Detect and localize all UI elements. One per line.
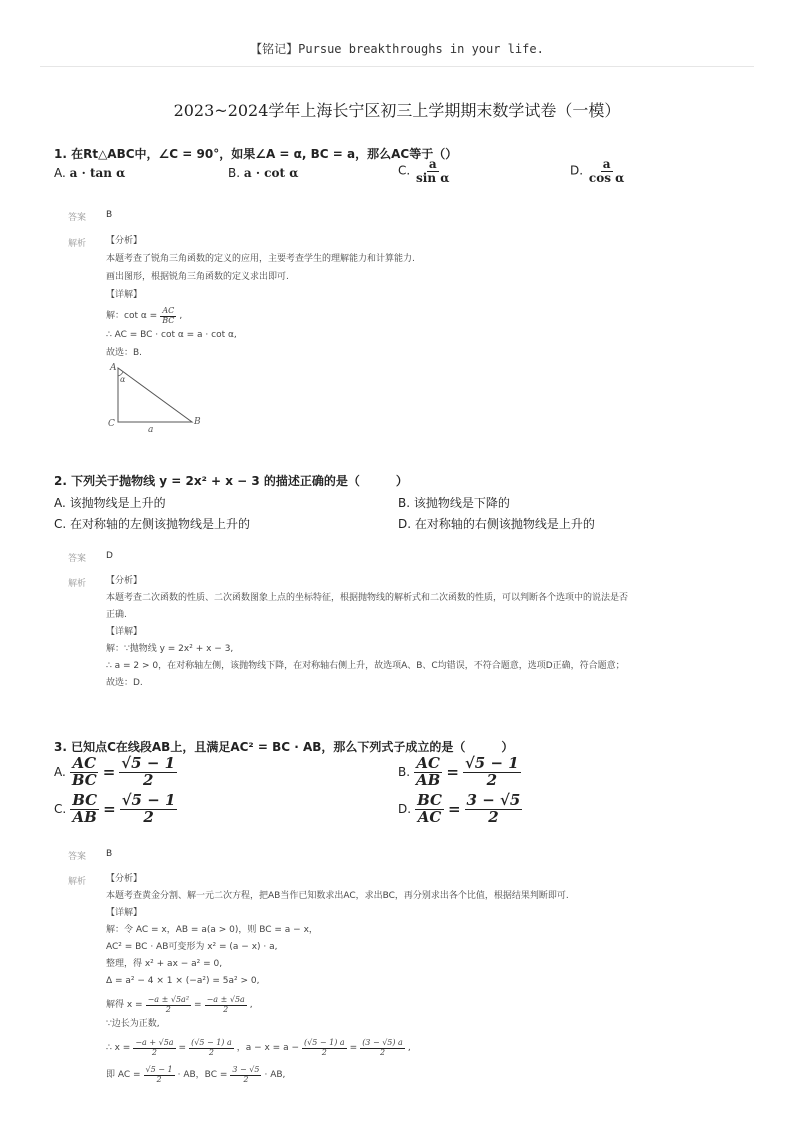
q3-l8-mid: ，a − x = a − <box>236 1043 300 1053</box>
q2-option-d: D. 在对称轴的右侧该抛物线是上升的 <box>398 517 595 531</box>
q1-option-a-expr: a · tan α <box>69 166 126 180</box>
q1-option-b <box>228 166 298 180</box>
q3-c-right-num: √5 − 1 <box>121 791 176 809</box>
q1-option-b-expr: a · cot α <box>243 166 299 180</box>
q1-option-a <box>54 166 125 180</box>
q2-analysis-l1: 本题考查二次函数的性质、二次函数图象上点的坐标特征，根据抛物线的解析式和二次函数的性质，可以判断各个选项中的说法是否 <box>106 593 629 603</box>
q3-option-b-label: B. <box>398 765 411 780</box>
q1-answer: B <box>106 210 113 220</box>
q3-option-d-label: D. <box>398 802 412 817</box>
q2-analysis <box>106 575 628 694</box>
q1-option-c-num: a <box>428 157 437 171</box>
q3-a-left-den: BC <box>71 770 97 789</box>
q3-l8-n3: (√5 − 1) a <box>304 1038 345 1048</box>
q3-b-right <box>463 756 521 789</box>
q3-l6-n1: −a ± √5a² <box>147 995 190 1005</box>
q3-d-right-den: 2 <box>488 807 499 826</box>
vertex-a-label: A <box>110 363 117 373</box>
q1-l3-den: BC <box>162 315 175 325</box>
q3-l8-n1: −a + √5a <box>135 1038 174 1048</box>
q3-analysis-l3: AC² = BC · AB可变形为 x² = (a − x) · a, <box>106 942 278 952</box>
q3-a-eq: = <box>102 763 116 782</box>
q1-option-d-num: a <box>602 157 611 171</box>
q3-a-left-num: AC <box>72 754 97 772</box>
q3-l6-frac1 <box>146 996 191 1014</box>
q1-triangle-figure <box>100 362 210 434</box>
angle-alpha-label: α <box>120 375 126 384</box>
q3-l8-eq2: = <box>349 1043 358 1053</box>
q3-l6-d2: 2 <box>223 1004 229 1014</box>
q3-c-right-den: 2 <box>143 807 154 826</box>
q2-analysis-l5: 故选：D. <box>106 678 143 688</box>
q2-option-c: C. 在对称轴的左侧该抛物线是上升的 <box>54 517 251 531</box>
q3-d-left <box>415 793 444 826</box>
q3-l8-frac2 <box>189 1039 234 1057</box>
q2-analysis-label: 解析 <box>68 579 87 589</box>
q3-l8-n4: (3 − √5) a <box>362 1038 403 1048</box>
q2-option-a: A. 该抛物线是上升的 <box>54 496 166 510</box>
q2-option-b: B. 该抛物线是下降的 <box>398 496 510 510</box>
q3-answer-label: 答案 <box>68 852 87 862</box>
q3-a-right-den: 2 <box>142 770 154 789</box>
vertex-c-label: C <box>108 419 115 429</box>
q1-answer-label: 答案 <box>68 213 87 223</box>
q3-option-d <box>398 793 522 826</box>
q1-analysis-l4: ∴ AC = BC · cot α = a · cot α, <box>106 330 237 340</box>
q1-option-d-den: cos α <box>588 170 625 185</box>
q3-analysis-l1: 本题考查黄金分割、解一元二次方程，把AB当作已知数求出AC，求出BC，再分别求出各个比值，根据结果判断即可. <box>106 891 569 901</box>
q3-l8-pre: ∴ x = <box>106 1043 131 1053</box>
q1-option-c-den: sin α <box>416 170 450 185</box>
vertex-b-label: B <box>194 417 201 427</box>
q1-analysis-l5: 故选：B. <box>106 348 143 358</box>
q1-l3-pre: 解：cot α = <box>106 311 158 321</box>
q1-analysis <box>106 235 415 365</box>
q3-c-left-den: AB <box>72 807 97 826</box>
q3-b-right-den: 2 <box>486 770 498 789</box>
page-header: 【铭记】Pursue breakthroughs in your life. <box>250 42 544 56</box>
q2-analysis-l2: 正确. <box>106 610 127 620</box>
q3-analysis-l6 <box>106 992 569 1018</box>
q3-l9-d2: 2 <box>243 1074 249 1084</box>
q3-stem: 3. 已知点C在线段AB上，且满足AC² = BC · AB，那么下列式子成立的是（ ） <box>54 740 514 754</box>
q3-l8-post: , <box>407 1043 411 1053</box>
q3-analysis-l8 <box>106 1034 569 1062</box>
q3-analysis-label: 解析 <box>68 877 87 887</box>
q3-c-left <box>70 793 99 826</box>
q1-stem: 1. 在Rt△ABC中，∠C = 90°，如果∠A = α, BC = a，那么AC等于（） <box>54 147 458 161</box>
q3-b-left-num: AC <box>416 754 440 772</box>
q3-l6-post: , <box>249 1000 253 1010</box>
q3-d-left-den: AC <box>417 807 442 826</box>
q3-l9-frac2 <box>230 1066 261 1084</box>
q3-a-left <box>70 756 99 789</box>
side-a-label: a <box>148 425 154 434</box>
q3-d-right-num: 3 − √5 <box>466 791 521 809</box>
q3-l8-frac3 <box>302 1039 347 1057</box>
triangle-shape <box>118 368 192 422</box>
q1-analysis-l3 <box>106 303 415 329</box>
q3-analysis-l7: ∵边长为正数, <box>106 1019 160 1029</box>
q3-l9-mid: · AB，BC = <box>177 1070 228 1080</box>
q3-l9-n2: 3 − √5 <box>232 1065 260 1075</box>
q3-l9-frac1 <box>144 1066 175 1084</box>
q3-option-a-label: A. <box>54 765 66 780</box>
q3-l8-frac4 <box>360 1039 405 1057</box>
q3-l8-d1: 2 <box>151 1047 157 1057</box>
q3-a-right-num: √5 − 1 <box>121 754 176 772</box>
q1-analysis-l2: 画出图形，根据锐角三角函数的定义求出即可. <box>106 272 289 282</box>
q3-l9-n1: √5 − 1 <box>145 1065 173 1075</box>
q3-l6-d1: 2 <box>165 1004 171 1014</box>
q3-b-right-num: √5 − 1 <box>464 754 519 772</box>
q3-l8-eq: = <box>178 1043 187 1053</box>
q1-l3-num: AC <box>162 306 175 316</box>
q3-l8-n2: (√5 − 1) a <box>191 1038 232 1048</box>
header-divider <box>40 66 754 67</box>
q3-option-c-label: C. <box>54 802 67 817</box>
q3-answer: B <box>106 849 113 859</box>
q1-option-d <box>570 158 626 184</box>
q3-c-right <box>120 793 178 826</box>
q3-analysis <box>106 873 569 1088</box>
q3-option-c <box>54 793 177 826</box>
q1-option-b-label: B. <box>228 166 241 180</box>
q3-analysis-l5: Δ = a² − 4 × 1 × (−a²) = 5a² > 0, <box>106 976 260 986</box>
q3-b-left <box>414 756 442 789</box>
q2-analysis-l4: ∴ a = 2 > 0，在对称轴左侧，该抛物线下降，在对称轴右侧上升，故选项A、B、C均错误，不符合题意，选项D正确，符合题意； <box>106 661 625 671</box>
q3-d-eq: = <box>447 800 461 819</box>
q1-option-a-label: A. <box>54 166 66 180</box>
q3-l6-n2: −a ± √5a <box>206 995 245 1005</box>
q1-analysis-label: 解析 <box>68 239 87 249</box>
q3-d-left-num: BC <box>417 791 442 809</box>
q1-option-c-frac <box>414 158 451 184</box>
q3-a-right <box>119 756 177 789</box>
q2-answer-label: 答案 <box>68 554 87 564</box>
q3-analysis-h1: 【分析】 <box>106 874 143 884</box>
q3-l9-pre: 即 AC = <box>106 1070 141 1080</box>
q3-c-eq: = <box>103 800 116 819</box>
q1-option-c-label: C. <box>398 163 411 178</box>
q3-l8-frac1 <box>133 1039 175 1057</box>
q3-l8-d4: 2 <box>379 1047 386 1057</box>
q3-l8-d3: 2 <box>321 1047 327 1057</box>
q3-analysis-l9 <box>106 1062 569 1088</box>
q3-d-right <box>465 793 523 826</box>
q3-l8-d2: 2 <box>208 1047 214 1057</box>
q3-l9-d1: 2 <box>156 1074 162 1084</box>
q1-analysis-h1: 【分析】 <box>106 236 143 246</box>
q3-b-left-den: AB <box>416 770 441 789</box>
q3-analysis-h2: 【详解】 <box>106 908 143 918</box>
q3-c-left-num: BC <box>72 791 98 809</box>
q3-analysis-l4: 整理，得 x² + ax − a² = 0, <box>106 959 223 969</box>
q2-analysis-h2: 【详解】 <box>106 627 143 637</box>
q1-option-d-frac <box>587 158 626 184</box>
q1-option-d-label: D. <box>570 163 584 178</box>
q2-analysis-h1: 【分析】 <box>106 576 143 586</box>
q1-analysis-l1: 本题考查了锐角三角函数的定义的应用，主要考查学生的理解能力和计算能力. <box>106 254 415 264</box>
q2-analysis-l3: 解：∵抛物线 y = 2x² + x − 3, <box>106 644 234 654</box>
q1-l3-frac <box>160 307 176 325</box>
q1-analysis-h2: 【详解】 <box>106 290 143 300</box>
q3-b-eq: = <box>446 763 459 782</box>
q3-l6-pre: 解得 x = <box>106 1000 143 1010</box>
q1-l3-post: , <box>179 311 183 321</box>
page-title: 2023~2024学年上海长宁区初三上学期期末数学试卷（一模） <box>173 101 621 120</box>
q3-option-b <box>398 756 521 789</box>
q3-l9-post: · AB, <box>264 1070 286 1080</box>
q2-answer: D <box>106 551 113 561</box>
q3-l6-frac2 <box>205 996 247 1014</box>
q3-analysis-l2: 解：令 AC = x，AB = a(a > 0)，则 BC = a − x， <box>106 925 318 935</box>
q3-l6-eq: = <box>194 1000 202 1010</box>
q1-option-c <box>398 158 451 184</box>
q2-stem: 2. 下列关于抛物线 y = 2x² + x − 3 的描述正确的是（ ） <box>54 474 408 488</box>
q3-option-a <box>54 756 177 789</box>
